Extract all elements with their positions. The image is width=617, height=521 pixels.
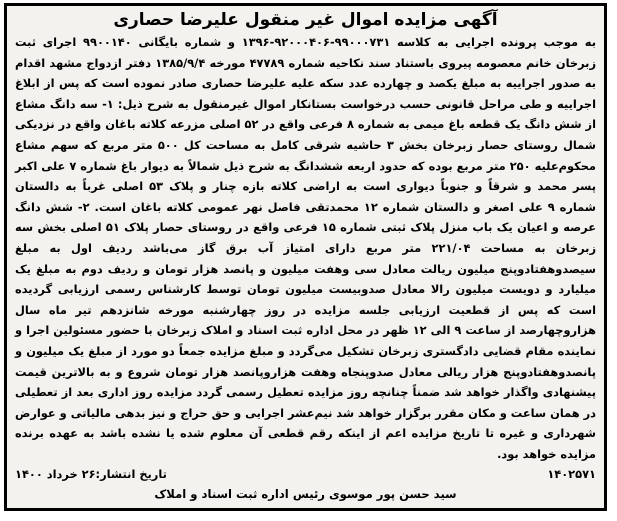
- notice-title: آگهی مزایده اموال غیر منقول علیرضا حصاری: [113, 10, 498, 30]
- notice-body: به موجب پرونده اجرایی به کلاسه ۹۹۰۰۰۷۳۱-۹۲۰۰۰۴۰۶-۱۳۹۶ و شماره بایگانی ۹۹۰۰۱۴۰ اجرای ثبت زبرخان خانم معصومه پیروی باستناد سند نکاحیه شماره ۴۷۷۸۹ مورخه ۱۳۸۵/۹/۴ دفتر ازدواج مشهد اقدام به صدور اجراییه به مبلغ یکصد و چهارده عدد سکه علیه علیرضا حصاری صادر نموده است که پس از ابلاغ اجراییه و طی مراحل قانونی حسب درخواست بستانکار اموال غیرمنقول به شرح ذیل: ۱- سه دانگ مشاع از شش دانگ یک قطعه باغ میمی به شماره ۸ فرعی واقع در ۵۲ اصلی مزرعه کلاته باغان واقع در نزدیکی شمال روستای حصار زبرخان بخش ۳ حاشیه شرقی کامل به مساحت کل ۵۰۰ متر مربع که سهم مشاع محکوم‌علیه ۲۵۰ متر مربع بوده که حدود اربعه ششدانگ به شرح ذیل شمالاً به دیوار باغ شماره ۷ علی اکبر پسر محمد و شرقاً و جنوباً دیواری است به اراضی کلاته بازه چنار و پلاک ۵۳ اصلی غرباً به دالستان شماره ۹ علی اصغر و دالستان شماره ۱۲ محمدتقی فاصل نهر عمومی کلاته باغان است. ۲- شش دانگ عرصه و اعیان یک باب منزل پلاک ثبتی شماره ۱۵ فرعی واقع در روستای حصار پلاک ۵۱ اصلی بخش سه زبرخان به مساحت ۲۲۱/۰۴ متر مربع دارای امتیاز آب برق گاز می‌باشد ردیف اول به مبلغ سیصدوهفتادوپنج میلیون ریالت معادل سی وهفت میلیون و پانصد هزار تومان و ردیف دوم به مبلغ یک میلیارد و دویست میلیون رالا معادل صدوبیست میلیون تومان توسط کارشناس رسمی ارزیابی گردیده است که پس از قطعیت ارزیابی جلسه مزایده در روز چهارشنبه مورخه شانزدهم تیر ماه سال هزاروچهارصد از ساعت ۹ الی ۱۲ ظهر در محل اداره ثبت اسناد و املاک زبرخان با حضور مسئولین اجرا و نماینده مقام قضایی دادگستری زبرخان تشکیل می‌گردد و مبلغ مزایده جمعاً دو مورد از مبلغ یک میلیون و پانصدوهفتادوپنج هزار ریالی معادل صدوپنجاه وهفت هزاروپانصد هزار تومان شروع و به بالاترین قیمت پیشنهادی واگذار خواهد شد ضمناً چنانچه روز مزایده تعطیل رسمی گردد مزایده روز اداری بعد از تعطیلی در همان ساعت و مکان مقرر برگزار خواهد شد نیم‌عشر اجرایی و حق حراج و نیز بدهی مالیاتی و عوارض شهرداری و غیره تا تاریخ مزایده اعم از اینکه رقم قطعی آن معلوم شده یا نشده باشد به عهده برنده مزایده خواهد بود.: [15, 35, 597, 461]
- signature-line: سید حسن پور موسوی رئیس اداره ثبت اسناد و املاک: [154, 487, 457, 502]
- auction-notice: [4, 3, 607, 511]
- notice-code: ۱۴۰۲۵۷۱: [547, 467, 596, 482]
- publication-date: تاریخ انتشار:۲۶ خرداد ۱۴۰۰: [15, 467, 167, 482]
- notice-footer: [15, 464, 596, 484]
